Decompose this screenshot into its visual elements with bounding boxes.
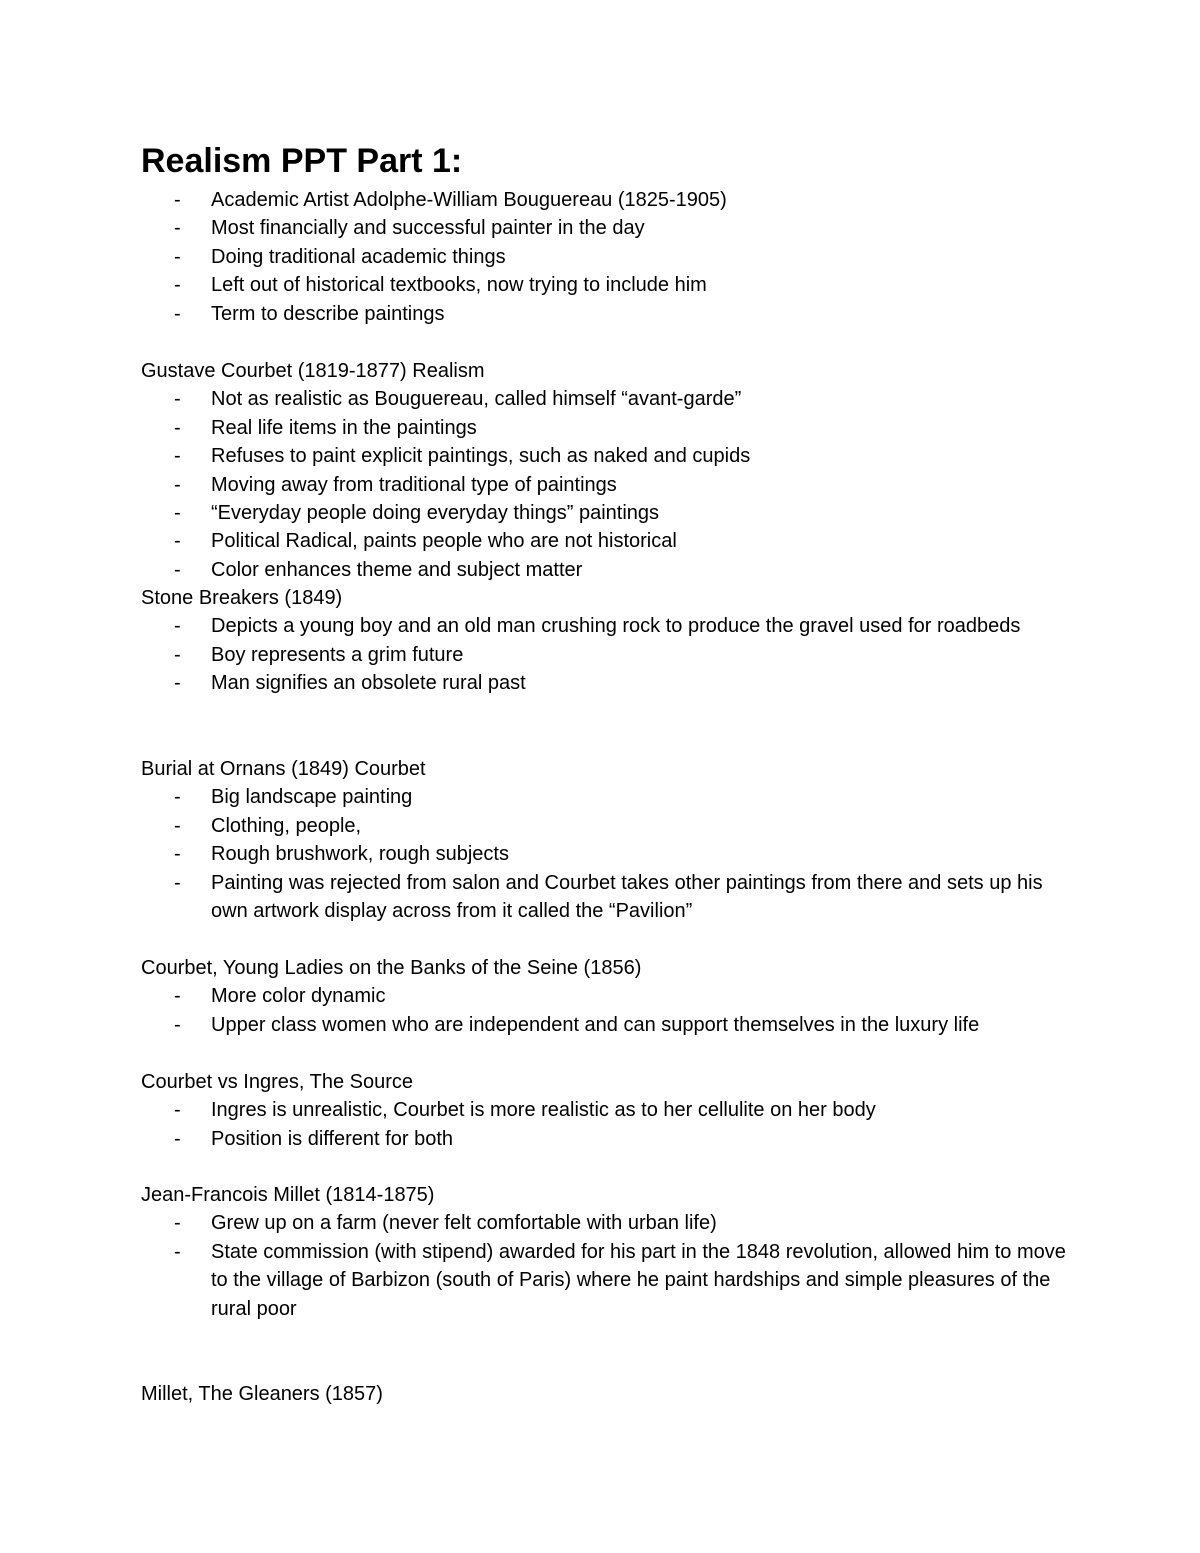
section-the-gleaners <box>141 1380 1081 1408</box>
list-item: - More color dynamic <box>141 982 1071 1010</box>
bullet-list <box>141 1209 1081 1323</box>
dash-bullet-icon: - <box>174 1127 181 1150</box>
dash-bullet-icon: - <box>174 388 181 411</box>
section-heading: Jean-Francois Millet (1814-1875) <box>141 1184 435 1206</box>
bullet-list <box>141 982 1081 1039</box>
list-item: - Depicts a young boy and an old man crushing rock to produce the gravel used for roadbeds <box>141 612 1071 640</box>
bullet-list <box>141 783 1081 925</box>
bullet-list <box>141 1096 1081 1153</box>
dash-bullet-icon: - <box>174 502 181 525</box>
dash-bullet-icon: - <box>174 473 181 496</box>
bullet-list <box>141 612 1081 697</box>
list-item: - Upper class women who are independent and can support themselves in the luxury life <box>141 1011 1071 1039</box>
section-young-ladies <box>141 954 1081 1039</box>
list-item: - Political Radical, paints people who are not historical <box>141 527 1071 555</box>
list-item: - Ingres is unrealistic, Courbet is more realistic as to her cellulite on her body <box>141 1096 1071 1124</box>
dash-bullet-icon: - <box>174 1099 181 1122</box>
list-item: - Left out of historical textbooks, now trying to include him <box>141 271 1071 299</box>
dash-bullet-icon: - <box>174 217 181 240</box>
dash-bullet-icon: - <box>174 1240 181 1263</box>
list-item: - Painting was rejected from salon and Courbet takes other paintings from there and sets up his own artwork display across from it called the “Pavilion” <box>141 869 1071 926</box>
section-heading: Burial at Ornans (1849) Courbet <box>141 758 426 780</box>
dash-bullet-icon: - <box>174 245 181 268</box>
section-heading: Gustave Courbet (1819-1877) Realism <box>141 360 485 382</box>
list-item: - Doing traditional academic things <box>141 243 1071 271</box>
dash-bullet-icon: - <box>174 871 181 894</box>
list-item: - Position is different for both <box>141 1125 1071 1153</box>
list-item: - Term to describe paintings <box>141 300 1071 328</box>
section-heading: Stone Breakers (1849) <box>141 587 343 609</box>
section-heading: Courbet, Young Ladies on the Banks of the Seine (1856) <box>141 957 642 979</box>
dash-bullet-icon: - <box>174 530 181 553</box>
dash-bullet-icon: - <box>174 274 181 297</box>
section-courbet <box>141 357 1081 584</box>
list-item: - Rough brushwork, rough subjects <box>141 840 1071 868</box>
list-item: - Big landscape painting <box>141 783 1071 811</box>
dash-bullet-icon: - <box>174 814 181 837</box>
section-millet <box>141 1181 1081 1323</box>
section-stone-breakers <box>141 584 1081 698</box>
dash-bullet-icon: - <box>174 843 181 866</box>
list-item: - Moving away from traditional type of paintings <box>141 471 1071 499</box>
section-burial-at-ornans <box>141 755 1081 925</box>
list-item: - Boy represents a grim future <box>141 641 1071 669</box>
dash-bullet-icon: - <box>174 615 181 638</box>
dash-bullet-icon: - <box>174 1212 181 1235</box>
section-heading: Millet, The Gleaners (1857) <box>141 1383 383 1405</box>
document-title: Realism PPT Part 1: <box>141 142 463 180</box>
list-item: - Real life items in the paintings <box>141 414 1071 442</box>
dash-bullet-icon: - <box>174 643 181 666</box>
section-courbet-vs-ingres <box>141 1068 1081 1153</box>
dash-bullet-icon: - <box>174 302 181 325</box>
list-item: - Clothing, people, <box>141 812 1071 840</box>
dash-bullet-icon: - <box>174 1013 181 1036</box>
bullet-list <box>141 385 1081 584</box>
dash-bullet-icon: - <box>174 445 181 468</box>
list-item: - Academic Artist Adolphe-William Bouguereau (1825-1905) <box>141 186 1071 214</box>
list-item: - Grew up on a farm (never felt comfortable with urban life) <box>141 1209 1071 1237</box>
section-bouguereau <box>141 186 1081 328</box>
list-item: - Color enhances theme and subject matter <box>141 556 1071 584</box>
list-item: - Refuses to paint explicit paintings, such as naked and cupids <box>141 442 1071 470</box>
dash-bullet-icon: - <box>174 985 181 1008</box>
dash-bullet-icon: - <box>174 558 181 581</box>
list-item: - “Everyday people doing everyday things” paintings <box>141 499 1071 527</box>
dash-bullet-icon: - <box>174 189 181 211</box>
dash-bullet-icon: - <box>174 672 181 695</box>
list-item: - Man signifies an obsolete rural past <box>141 669 1071 697</box>
list-item: - Most financially and successful painter in the day <box>141 214 1071 242</box>
bullet-list <box>141 186 1081 328</box>
list-item: - Not as realistic as Bouguereau, called himself “avant-garde” <box>141 385 1071 413</box>
dash-bullet-icon: - <box>174 786 181 809</box>
dash-bullet-icon: - <box>174 416 181 439</box>
list-item: - State commission (with stipend) awarded for his part in the 1848 revolution, allowed him to move to the village of Barbizon (south of Paris) where he paint hardships and simple pleasures of the rural poor <box>141 1238 1071 1323</box>
section-heading: Courbet vs Ingres, The Source <box>141 1071 413 1093</box>
